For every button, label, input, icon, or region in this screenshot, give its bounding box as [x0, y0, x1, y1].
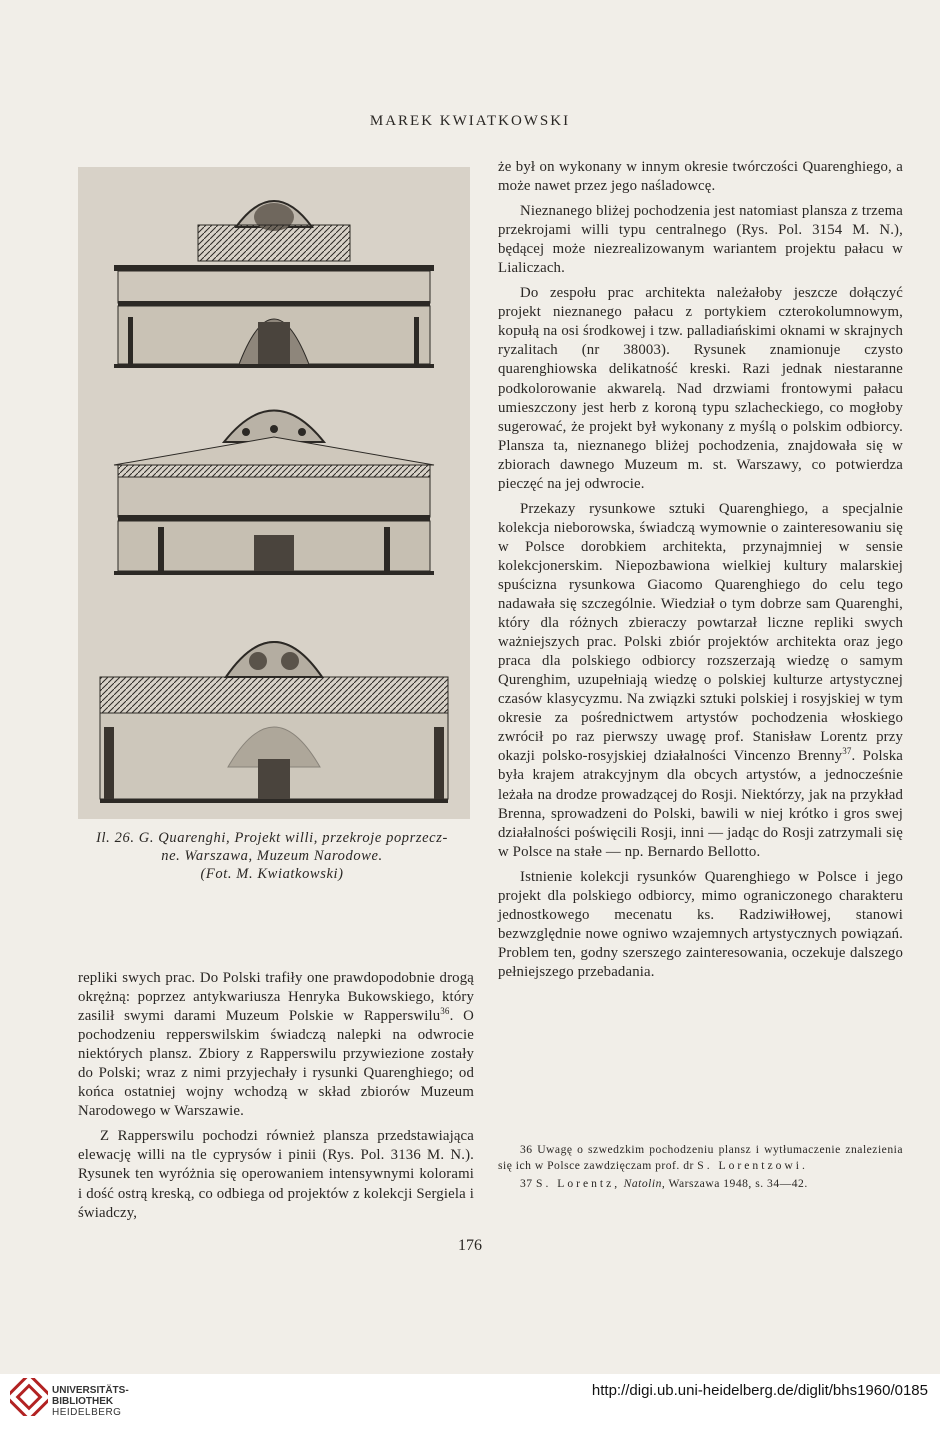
- footnote-ref[interactable]: 37: [842, 746, 852, 757]
- page-number: 176: [458, 1237, 482, 1254]
- footnotes: [498, 1142, 903, 1192]
- figure-caption: [62, 829, 482, 883]
- footnote-36: 36 Uwagę o szwedzkim pochodzeniu plansz i wytłumaczenie znalezienia się ich w Polsce zawdzięczam prof. dr S. Lorentzowi.: [498, 1143, 903, 1172]
- paragraph: Istnienie kolekcji rysunków Quarenghiego w Polsce i jego projekt dla polskiego odbiorcy, mimo ograniczonego charakteru jednostkowego mecenatu ks. Radziwiłłowej, stanowi bezwzględnie nowe ogniwo wzajemnych artystycznych powiązań. Problem ten, godny szerszego zainteresowania, oczekuje dalszego pełniejszego przebadania.: [498, 868, 903, 980]
- caption-line: ne. Warszawa, Muzeum Narodowe.: [161, 848, 383, 864]
- paragraph: Przekazy rysunkowe sztuki Quarenghiego, a specjalnie kolekcja nieborowska, świadczą wymownie o zainteresowaniu się w Polsce dorobkiem architekta, przynajmniej w sensie kolekcjonerskim. Niepozbawiona wielkiej kultury malarskiej spuścizna rysunkowa Giacomo Quarenghiego do celu tego nadawała się szczególnie. Wiedział o tym dobrze sam Quarenghi, który dla różnych zbieraczy powtarzał liczne repliki swych ważniejszych prac. Polski zbiór projektów architekta oraz jego praca dla polskiego odbiorcy rozszerzają wiedzę o samym Qurenghim, uzupełniają wiedzę o polskiej kulturze artystycznej czasów klasycyzmu. Na związki sztuki polskiej i rosyjskiej w tym okresie za pośrednictwem artystów pochodzenia włoskiego zwrócił po raz pierwszy uwagę prof. Stanisław Lorentz przy okazji polsko-rosyjskiej działalności Vincenzo Brenny$^{37}$. Polska była krajem atrakcyjnym dla obcych artystów, a jednocześnie leżała na drodze prowadzącej do Rosji. Niektórzy, jak na przykład Brenna, sprowadzeni do Polski, bawili w niej krótko i gros swej działalności poświęcili Rosji, inni — jadąc do Rosji zatrzymali się w Polsce na stałe — np. Bernardo Bellotto.: [498, 500, 903, 860]
- paragraph: Do zespołu prac architekta należałoby jeszcze dołączyć projekt nieznanego pałacu z portykiem czterokolumnowym, kopułą na osi środkowej i tzw. palladiańskimi oknami w skrajnych ryzalitach (nr 38003). Rysunek znamionuje czysto quarenghiowska delikatność kreski. Razi jednak niestaranne podkolorowanie akwarelą. Nad drzwiami frontowymi pałacu umieszczony jest herb z koroną typu szlacheckiego, co mogłoby sugerować, że projekt był wykonany z myślą o polskim odbiorcy. Plansza ta, nieznanego bliżej pochodzenia, znajdowała się w zbiorach dawnego Muzeum m. st. Warszawy, co potwierdza pieczęć na jej odwrocie.: [498, 285, 903, 492]
- caption-credit: (Fot. M. Kwiatkowski): [200, 866, 344, 882]
- footnote-37: 37 S. Lorentz, Natolin, Warszawa 1948, s. 34—42.: [520, 1177, 808, 1190]
- library-logo-icon[interactable]: [10, 1378, 48, 1421]
- right-column: [498, 158, 903, 982]
- paragraph: Z Rapperswilu pochodzi również plansza przedstawiająca elewację willi na tle cyprysów i pinii (Rys. Pol. 3136 M. N.). Rysunek ten wyróżnia się operowaniem intensywnymi kolorami i dość ostrą kreską, co odbiega od projektów z kolekcji Sergiela i świadczy,: [78, 1128, 474, 1221]
- paragraph: że był on wykonany w innym okresie twórczości Quarenghiego, a może nawet przez jego naśladowcę.: [498, 159, 903, 195]
- running-head: MAREK KWIATKOWSKI: [369, 113, 571, 129]
- paragraph: repliki swych prac. Do Polski trafiły one prawdopodobnie drogą okrężną: poprzez antykwariusza Henryka Bukowskiego, który zasilił swymi darami Muzeum Polskie w Rapperswilu$^{36}$. O pochodzeniu repperswilskim świadczą nalepki na odwrocie niektórych plansz. Zbiory z Rapperswilu przywiezione zostały do Polski; wraz z nimi przyjechały i rysunki Quarenghiego; od końca ostatniej wojny wchodzą w skład zbiorów Muzeum Narodowego w Warszawie.: [78, 970, 474, 1120]
- paragraph: Nieznanego bliżej pochodzenia jest natomiast plansza z trzema przekrojami willi typu centralnego (Rys. Pol. 3154 M. N.), będącej może niezrealizowanym wariantem projektu pałacu w Lialiczach.: [498, 203, 903, 277]
- caption-line: Il. 26. G. Quarenghi, Projekt willi, przekroje poprzecz-: [96, 830, 448, 846]
- library-name[interactable]: UNIVERSITÄTS- BIBLIOTHEK HEIDELBERG: [52, 1385, 129, 1418]
- source-url-link[interactable]: http://digi.ub.uni-heidelberg.de/diglit/bhs1960/0185: [591, 1382, 928, 1399]
- left-column: [78, 969, 474, 1223]
- footnote-ref[interactable]: 36: [440, 1006, 450, 1017]
- villa-cross-sections-illustration: [78, 167, 470, 819]
- architectural-drawing: [78, 167, 470, 819]
